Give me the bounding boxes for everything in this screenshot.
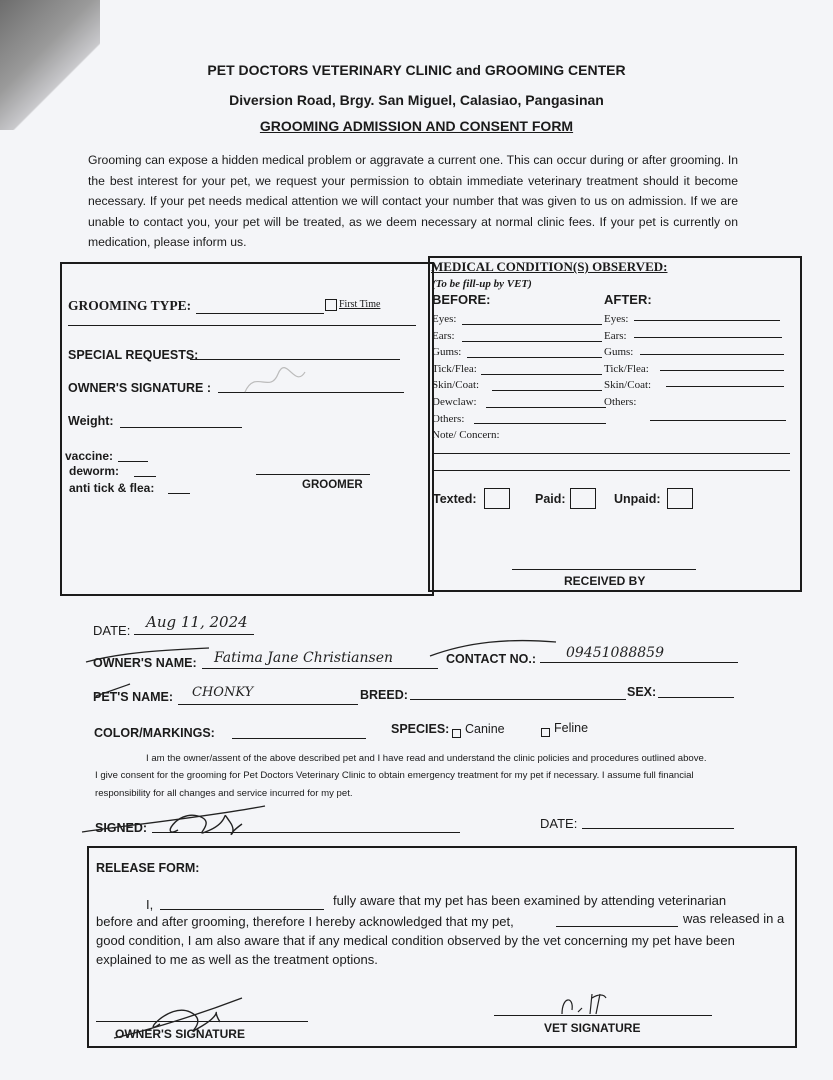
clinic-name: PET DOCTORS VETERINARY CLINIC and GROOMING CENTER	[207, 62, 626, 78]
before-skin-field[interactable]	[492, 390, 602, 391]
after-tick-field[interactable]	[660, 370, 784, 371]
after-item: Others:	[604, 395, 637, 408]
before-dewclaw-field[interactable]	[486, 407, 606, 408]
owner-name-label: OWNER'S NAME:	[93, 656, 197, 670]
signed-label: SIGNED:	[95, 821, 148, 835]
before-item: Skin/Coat:	[432, 379, 480, 392]
color-field[interactable]	[232, 738, 366, 739]
consent-date-label: DATE:	[540, 816, 578, 831]
after-item: Ears:	[604, 329, 627, 342]
paid-label: Paid:	[535, 492, 566, 506]
before-item: Others:	[432, 412, 465, 425]
note-label: Note/ Concern:	[432, 429, 500, 442]
date-field[interactable]	[134, 634, 254, 635]
release-owner-signature-label: OWNER'S SIGNATURE	[115, 1027, 245, 1041]
special-requests-label: SPECIAL REQUESTS:	[68, 348, 199, 362]
pet-name-strike	[94, 682, 134, 698]
release-line-3: good condition, I am also aware that if any medical condition observed by the vet concerning my pet have been	[96, 933, 735, 948]
texted-checkbox[interactable]	[484, 488, 510, 514]
after-eyes-field[interactable]	[634, 320, 780, 321]
canine-label: Canine	[465, 722, 505, 736]
vaccine-field[interactable]	[118, 461, 148, 462]
groomer-signature-line[interactable]	[256, 474, 370, 475]
grooming-type-line-2[interactable]	[68, 325, 416, 326]
owner-signature-label: OWNER'S SIGNATURE :	[68, 381, 212, 395]
deworm-field[interactable]	[134, 476, 156, 477]
before-item: Eyes:	[432, 313, 457, 325]
owner-name-strike	[84, 646, 214, 666]
clinic-address: Diversion Road, Brgy. San Miguel, Calasiao, Pangasinan	[229, 92, 604, 108]
special-requests-field[interactable]	[190, 359, 400, 360]
medical-title: MEDICAL CONDITION(S) OBSERVED:	[431, 259, 668, 274]
after-gums-field[interactable]	[640, 354, 784, 355]
form-title: GROOMING ADMISSION AND CONSENT FORM	[259, 118, 574, 134]
intro-paragraph: Grooming can expose a hidden medical problem or aggravate a current one. This can occur during or after grooming. In the best interest for your pet, we request your permission to obtain immediate veterinary treatment should it become necessary. If your pet needs medical attention we will contact your number that was given to us on admission. If we are unable to contact you, your pet will be treated, as we deem necessary at normal clinic fees. If your pet is currently on medication, please inform us.	[88, 153, 738, 249]
after-item: Gums:	[604, 346, 634, 359]
sex-label: SEX:	[627, 685, 657, 699]
grooming-type-label: GROOMING TYPE:	[68, 298, 192, 313]
texted-label: Texted:	[433, 492, 477, 506]
consent-line-1: I am the owner/assent of the above described pet and I have read and understand the clinic policies and procedures outlined above.	[146, 753, 707, 764]
vet-signature-label: VET SIGNATURE	[544, 1021, 641, 1035]
release-line-2b: was released in a	[683, 911, 785, 926]
release-name-field[interactable]	[160, 909, 324, 910]
pet-name-field[interactable]	[178, 704, 358, 705]
grooming-type-field[interactable]	[196, 313, 324, 314]
date-value[interactable]: Aug 11, 2024	[146, 613, 248, 631]
received-by-line[interactable]	[512, 569, 696, 570]
before-item: Dewclaw:	[432, 395, 477, 408]
weight-field[interactable]	[120, 427, 242, 428]
after-skin-field[interactable]	[666, 386, 784, 387]
contact-label: CONTACT NO.:	[446, 652, 537, 666]
release-line-4: explained to me as well as the treatment options.	[96, 952, 378, 967]
date-label: DATE:	[93, 623, 131, 638]
weight-label: Weight:	[68, 414, 114, 428]
vet-signature	[556, 990, 616, 1018]
contact-strike	[428, 636, 558, 660]
release-i-label: I,	[146, 897, 154, 912]
release-line-1: fully aware that my pet has been examined by attending veterinarian	[333, 893, 727, 908]
note-line-2[interactable]	[432, 470, 790, 471]
feline-label: Feline	[554, 721, 589, 735]
sex-field[interactable]	[658, 697, 734, 698]
unpaid-checkbox[interactable]	[667, 488, 693, 514]
pet-name-value[interactable]: CHONKY	[192, 685, 254, 700]
after-item: Eyes:	[604, 313, 629, 325]
antitick-label: anti tick & flea:	[69, 481, 155, 495]
before-ears-field[interactable]	[462, 341, 602, 342]
after-label: AFTER:	[604, 292, 652, 307]
release-pet-field[interactable]	[556, 926, 678, 927]
owner-name-field[interactable]	[202, 668, 438, 669]
owner-name-value[interactable]: Fatima Jane Christiansen	[214, 650, 394, 666]
first-time-label: First Time	[339, 299, 381, 310]
after-item: Tick/Flea:	[604, 362, 649, 375]
canine-checkbox[interactable]	[452, 725, 461, 743]
deworm-label: deworm:	[69, 464, 120, 478]
consent-date-field[interactable]	[582, 828, 734, 829]
after-list	[604, 311, 651, 411]
signed-signature	[80, 800, 270, 848]
groomer-label: GROOMER	[302, 479, 363, 491]
paid-checkbox[interactable]	[570, 488, 596, 514]
note-line-1[interactable]	[432, 453, 790, 454]
before-item: Ears:	[432, 329, 455, 342]
release-line-2a: before and after grooming, therefore I hereby acknowledged that my pet,	[96, 914, 514, 929]
release-owner-signature	[110, 994, 250, 1044]
owner-signature-scribble-faint	[240, 364, 310, 400]
breed-field[interactable]	[410, 699, 626, 700]
feline-checkbox[interactable]	[541, 724, 550, 742]
release-title: RELEASE FORM:	[96, 861, 200, 875]
consent-line-3: responsibility for all changes and service incurred for my pet.	[95, 788, 353, 799]
first-time-checkbox[interactable]	[325, 298, 337, 316]
medical-subtitle: (To be fill-up by VET)	[432, 278, 532, 290]
consent-line-2: I give consent for the grooming for Pet Doctors Veterinary Clinic to obtain emergency treatment for my pet if necessary. I assume full financial	[95, 770, 694, 781]
received-by-label: RECEIVED BY	[564, 574, 646, 588]
species-label: SPECIES:	[391, 722, 450, 736]
before-label: BEFORE:	[432, 292, 491, 307]
color-label: COLOR/MARKINGS:	[94, 726, 215, 740]
contact-value[interactable]: 09451088859	[566, 645, 664, 661]
before-item: Gums:	[432, 346, 462, 359]
vaccine-label: vaccine:	[65, 449, 114, 463]
antitick-field[interactable]	[168, 493, 190, 494]
contact-field[interactable]	[540, 662, 738, 663]
after-ears-field[interactable]	[634, 337, 782, 338]
before-eyes-field[interactable]	[462, 324, 602, 325]
before-others-field[interactable]	[474, 423, 606, 424]
unpaid-label: Unpaid:	[614, 492, 661, 506]
after-item: Skin/Coat:	[604, 379, 652, 392]
before-tick-field[interactable]	[481, 374, 602, 375]
after-others-field[interactable]	[650, 420, 786, 421]
pet-name-label: PET'S NAME:	[93, 690, 174, 704]
breed-label: BREED:	[360, 688, 408, 702]
before-item: Tick/Flea:	[432, 362, 477, 375]
before-gums-field[interactable]	[467, 357, 602, 358]
